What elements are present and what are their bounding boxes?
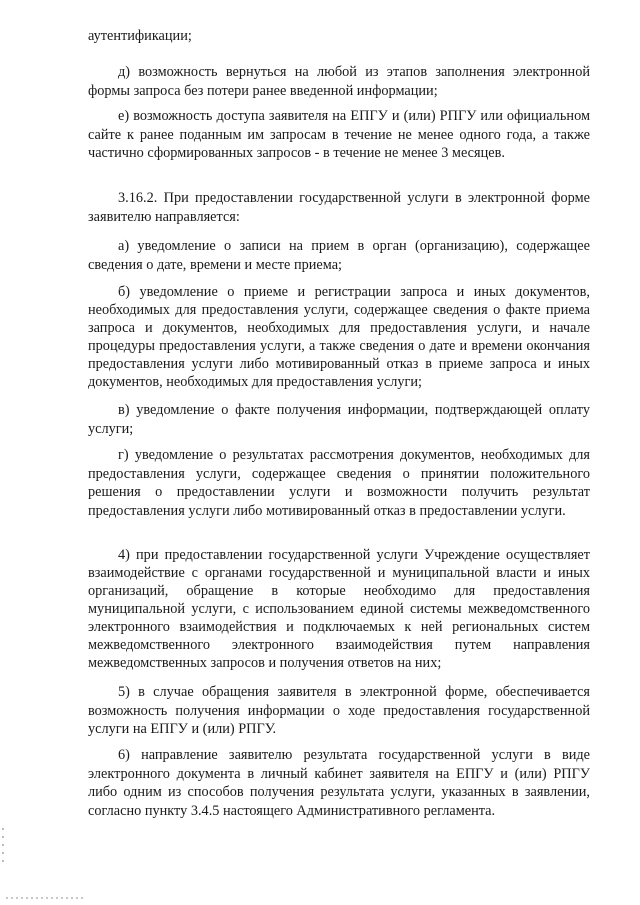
- paragraph-a-appointment-notice: а) уведомление о записи на прием в орган (организацию), содержащее сведения о дате, времени и месте приема;: [88, 238, 590, 273]
- paragraph-g-review-results: г) уведомление о результатах рассмотрения документов, необходимых для предоставления услуги, содержащее сведения о принятии положительного решения о предоставлении услуги и возможности получить результат предоставления услуги либо мотивированный отказ в предоставлении услуги.: [88, 447, 590, 519]
- paragraph-d-return-to-step: д) возможность вернуться на любой из этапов заполнения электронной формы запроса без потери ранее введенной информации;: [88, 64, 590, 99]
- paragraph-v-payment-notice: в) уведомление о факте получения информации, подтверждающей оплату услуги;: [88, 402, 590, 437]
- paragraph-authentication-tail: аутентификации;: [88, 28, 192, 44]
- scan-edge-marks: [0, 828, 8, 868]
- paragraph-4-interagency: 4) при предоставлении государственной услуги Учреждение осуществляет взаимодействие с органами государственной и муниципальной власти и иных организаций, обращение в которые необходимо для предоставления муниципальной услуги, с использованием единой системы межведомственного электронного взаимодействия и подключаемых к ней региональных систем межведомственного электронного взаимодействия путем направления межведомственных запросов и получения ответов на них;: [88, 547, 590, 671]
- scan-bottom-noise: [6, 897, 86, 899]
- document-page: [88, 0, 590, 905]
- paragraph-e-access-to-requests: е) возможность доступа заявителя на ЕПГУ и (или) РПГУ или официальном сайте к ранее поданным им запросам в течение не менее одного года, а также частично сформированных запросов - в течение не менее 3 месяцев.: [88, 108, 590, 161]
- paragraph-6-result-delivery: 6) направление заявителю результата государственной услуги в виде электронного документа в личный кабинет заявителя на ЕПГУ и (или) РПГУ либо одним из способов получения результата услуги, указанных в заявлении, согласно пункту 3.4.5 настоящего Административного регламента.: [88, 747, 590, 819]
- paragraph-b-registration-notice: б) уведомление о приеме и регистрации запроса и иных документов, необходимых для предоставления услуги, содержащее сведения о факте приема запроса и документов, необходимых для предоставления услуги, и начале процедуры предоставления услуги, а также сведения о дате и времени окончания предоставления услуги либо мотивированный отказ в приеме запроса и иных документов, необходимых для предоставления услуги;: [88, 284, 590, 390]
- paragraph-3-16-2: 3.16.2. При предоставлении государственной услуги в электронной форме заявителю направляется:: [88, 190, 590, 225]
- paragraph-5-status-info: 5) в случае обращения заявителя в электронной форме, обеспечивается возможность получения информации о ходе предоставления государственной услуги на ЕПГУ и (или) РПГУ.: [88, 684, 590, 737]
